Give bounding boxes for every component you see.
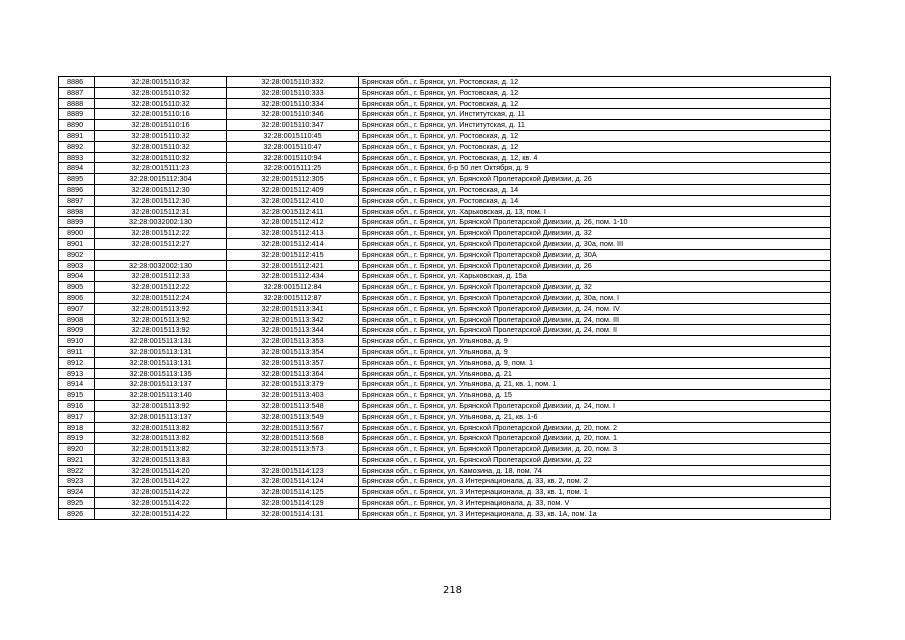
parent-cadastral-cell: 32:28:0015113:82 [95, 422, 227, 433]
cadastral-number-cell: 32:28:0015113:549 [227, 411, 359, 422]
row-number-cell: 8891 [59, 130, 95, 141]
table-row [59, 476, 831, 487]
table-row [59, 195, 831, 206]
address-cell: Брянская обл., г. Брянск, ул. Ростовская, д. 12 [359, 141, 831, 152]
table-row [59, 454, 831, 465]
table-row [59, 336, 831, 347]
parent-cadastral-cell: 32:28:0015113:135 [95, 368, 227, 379]
address-cell: Брянская обл., г. Брянск, ул. Брянской Пролетарской Дивизии, д. 20, пом. 1 [359, 433, 831, 444]
parent-cadastral-cell: 32:28:0015112:30 [95, 184, 227, 195]
table-row [59, 141, 831, 152]
table-row [59, 346, 831, 357]
table-row [59, 433, 831, 444]
address-cell: Брянская обл., г. Брянск, ул. Ростовская, д. 14 [359, 195, 831, 206]
cadastral-number-cell: 32:28:0015110:94 [227, 152, 359, 163]
row-number-cell: 8912 [59, 357, 95, 368]
cadastral-number-cell: 32:28:0015110:347 [227, 120, 359, 131]
table-row [59, 130, 831, 141]
cadastral-number-cell: 32:28:0015114:129 [227, 498, 359, 509]
table-row [59, 238, 831, 249]
parent-cadastral-cell: 32:28:0015110:32 [95, 87, 227, 98]
cadastral-number-cell: 32:28:0015113:354 [227, 346, 359, 357]
address-cell: Брянская обл., г. Брянск, ул. Ростовская, д. 12 [359, 98, 831, 109]
address-cell: Брянская обл., г. Брянск, ул. Брянской Пролетарской Дивизии, д. 30а, пом. III [359, 238, 831, 249]
address-cell: Брянская обл., г. Брянск, ул. Харьковская, д. 15а [359, 271, 831, 282]
cadastral-number-cell: 32:28:0015113:573 [227, 444, 359, 455]
row-number-cell: 8896 [59, 184, 95, 195]
row-number-cell: 8916 [59, 400, 95, 411]
parent-cadastral-cell: 32:28:0015110:32 [95, 141, 227, 152]
row-number-cell: 8917 [59, 411, 95, 422]
cadastral-number-cell: 32:28:0015113:548 [227, 400, 359, 411]
parent-cadastral-cell: 32:28:0015113:92 [95, 400, 227, 411]
address-cell: Брянская обл., г. Брянск, ул. Ульянова, д. 21 [359, 368, 831, 379]
cadastral-number-cell: 32:28:0015112:84 [227, 282, 359, 293]
table-row [59, 87, 831, 98]
table-row [59, 184, 831, 195]
parent-cadastral-cell: 32:28:0015113:92 [95, 314, 227, 325]
parent-cadastral-cell: 32:28:0015114:22 [95, 476, 227, 487]
table-row [59, 206, 831, 217]
table-row [59, 357, 831, 368]
cadastral-number-cell: 32:28:0015113:379 [227, 379, 359, 390]
row-number-cell: 8926 [59, 508, 95, 519]
cadastral-number-cell: 32:28:0015111:25 [227, 163, 359, 174]
parent-cadastral-cell: 32:28:0015112:304 [95, 174, 227, 185]
parent-cadastral-cell: 32:28:0015113:82 [95, 444, 227, 455]
parent-cadastral-cell [95, 249, 227, 260]
row-number-cell: 8894 [59, 163, 95, 174]
row-number-cell: 8922 [59, 465, 95, 476]
row-number-cell: 8905 [59, 282, 95, 293]
address-cell: Брянская обл., г. Брянск, ул. Ульянова, д. 9, пом. 1 [359, 357, 831, 368]
cadastral-number-cell: 32:28:0015113:567 [227, 422, 359, 433]
cadastral-number-cell: 32:28:0015114:125 [227, 487, 359, 498]
parent-cadastral-cell: 32:28:0015110:32 [95, 152, 227, 163]
row-number-cell: 8908 [59, 314, 95, 325]
row-number-cell: 8887 [59, 87, 95, 98]
parent-cadastral-cell: 32:28:0015114:22 [95, 498, 227, 509]
address-cell: Брянская обл., г. Брянск, ул. Ростовская, д. 12 [359, 77, 831, 88]
address-cell: Брянская обл., г. Брянск, ул. Брянской Пролетарской Дивизии, д. 30А [359, 249, 831, 260]
table-row [59, 400, 831, 411]
page-number: 218 [442, 585, 463, 596]
cadastral-number-cell: 32:28:0015110:346 [227, 109, 359, 120]
row-number-cell: 8902 [59, 249, 95, 260]
address-cell: Брянская обл., г. Брянск, ул. Ростовская, д. 14 [359, 184, 831, 195]
address-cell: Брянская обл., г. Брянск, ул. Ульянова, д. 9 [359, 346, 831, 357]
row-number-cell: 8890 [59, 120, 95, 131]
row-number-cell: 8898 [59, 206, 95, 217]
table-row [59, 508, 831, 519]
row-number-cell: 8906 [59, 292, 95, 303]
address-cell: Брянская обл., г. Брянск, ул. Брянской Пролетарской Дивизии, д. 30а, пом. I [359, 292, 831, 303]
address-cell: Брянская обл., г. Брянск, ул. Ростовская, д. 12 [359, 130, 831, 141]
registry-table-body [59, 77, 831, 520]
table-row [59, 498, 831, 509]
address-cell: Брянская обл., г. Брянск, ул. Институтская, д. 11 [359, 120, 831, 131]
address-cell: Брянская обл., г. Брянск, ул. Брянской Пролетарской Дивизии, д. 26 [359, 260, 831, 271]
row-number-cell: 8910 [59, 336, 95, 347]
parent-cadastral-cell: 32:28:0015112:31 [95, 206, 227, 217]
row-number-cell: 8924 [59, 487, 95, 498]
address-cell: Брянская обл., г. Брянск, ул. Брянской Пролетарской Дивизии, д. 20, пом. 2 [359, 422, 831, 433]
parent-cadastral-cell: 32:28:0032002:130 [95, 217, 227, 228]
parent-cadastral-cell: 32:28:0015113:83 [95, 454, 227, 465]
cadastral-number-cell: 32:28:0015112:414 [227, 238, 359, 249]
cadastral-number-cell: 32:28:0015112:305 [227, 174, 359, 185]
address-cell: Брянская обл., г. Брянск, ул. Брянской Пролетарской Дивизии, д. 24, пом. II [359, 325, 831, 336]
table-row [59, 303, 831, 314]
parent-cadastral-cell: 32:28:0015112:33 [95, 271, 227, 282]
row-number-cell: 8911 [59, 346, 95, 357]
row-number-cell: 8899 [59, 217, 95, 228]
parent-cadastral-cell: 32:28:0015112:22 [95, 228, 227, 239]
address-cell: Брянская обл., г. Брянск, ул. Ростовская, д. 12 [359, 87, 831, 98]
table-row [59, 390, 831, 401]
cadastral-number-cell: 32:28:0015113:344 [227, 325, 359, 336]
address-cell: Брянская обл., г. Брянск, ул. Ульянова, д. 15 [359, 390, 831, 401]
parent-cadastral-cell: 32:28:0015112:24 [95, 292, 227, 303]
table-row [59, 98, 831, 109]
row-number-cell: 8907 [59, 303, 95, 314]
parent-cadastral-cell: 32:28:0015112:22 [95, 282, 227, 293]
row-number-cell: 8925 [59, 498, 95, 509]
cadastral-number-cell: 32:28:0015112:411 [227, 206, 359, 217]
table-row [59, 174, 831, 185]
row-number-cell: 8900 [59, 228, 95, 239]
table-row [59, 271, 831, 282]
cadastral-number-cell: 32:28:0015113:357 [227, 357, 359, 368]
address-cell: Брянская обл., г. Брянск, ул. Ульянова, д. 9 [359, 336, 831, 347]
table-row [59, 249, 831, 260]
table-row [59, 152, 831, 163]
cadastral-number-cell: 32:28:0015113:403 [227, 390, 359, 401]
row-number-cell: 8919 [59, 433, 95, 444]
address-cell: Брянская обл., г. Брянск, ул. Ростовская, д. 12, кв. 4 [359, 152, 831, 163]
table-row [59, 217, 831, 228]
table-row [59, 120, 831, 131]
address-cell: Брянская обл., г. Брянск, ул. Брянской Пролетарской Дивизии, д. 26 [359, 174, 831, 185]
parent-cadastral-cell: 32:28:0015112:27 [95, 238, 227, 249]
address-cell: Брянская обл., г. Брянск, ул. Ульянова, д. 21, кв. 1-6 [359, 411, 831, 422]
cadastral-number-cell: 32:28:0015110:333 [227, 87, 359, 98]
row-number-cell: 8886 [59, 77, 95, 88]
address-cell: Брянская обл., г. Брянск, ул. Брянской Пролетарской Дивизии, д. 24, пом. IV [359, 303, 831, 314]
cadastral-number-cell: 32:28:0015112:413 [227, 228, 359, 239]
table-row [59, 228, 831, 239]
cadastral-number-cell: 32:28:0015112:421 [227, 260, 359, 271]
table-row [59, 444, 831, 455]
registry-table [58, 76, 831, 520]
address-cell: Брянская обл., г. Брянск, ул. Брянской Пролетарской Дивизии, д. 22 [359, 454, 831, 465]
table-row [59, 368, 831, 379]
row-number-cell: 8918 [59, 422, 95, 433]
address-cell: Брянская обл., г. Брянск, ул. Брянской Пролетарской Дивизии, д. 24, пом. I [359, 400, 831, 411]
cadastral-number-cell: 32:28:0015112:409 [227, 184, 359, 195]
cadastral-number-cell: 32:28:0015114:131 [227, 508, 359, 519]
parent-cadastral-cell: 32:28:0015114:22 [95, 487, 227, 498]
table-row [59, 422, 831, 433]
address-cell: Брянская обл., г. Брянск, ул. 3 Интернационала, д. 33, кв. 1А, пом. 1а [359, 508, 831, 519]
cadastral-number-cell: 32:28:0015114:124 [227, 476, 359, 487]
row-number-cell: 8892 [59, 141, 95, 152]
address-cell: Брянская обл., г. Брянск, ул. Институтская, д. 11 [359, 109, 831, 120]
cadastral-number-cell: 32:28:0015113:364 [227, 368, 359, 379]
parent-cadastral-cell: 32:28:0015114:20 [95, 465, 227, 476]
cadastral-number-cell: 32:28:0015112:434 [227, 271, 359, 282]
table-row [59, 163, 831, 174]
parent-cadastral-cell: 32:28:0015114:22 [95, 508, 227, 519]
table-row [59, 109, 831, 120]
parent-cadastral-cell: 32:28:0015113:92 [95, 325, 227, 336]
address-cell: Брянская обл., г. Брянск, ул. Брянской Пролетарской Дивизии, д. 32 [359, 228, 831, 239]
table-row [59, 282, 831, 293]
parent-cadastral-cell: 32:28:0015113:140 [95, 390, 227, 401]
parent-cadastral-cell: 32:28:0015110:16 [95, 109, 227, 120]
row-number-cell: 8904 [59, 271, 95, 282]
row-number-cell: 8897 [59, 195, 95, 206]
address-cell: Брянская обл., г. Брянск, ул. 3 Интернационала, д. 33, пом. V [359, 498, 831, 509]
address-cell: Брянская обл., г. Брянск, ул. Харьковская, д. 13, пом. I [359, 206, 831, 217]
cadastral-number-cell: 32:28:0015110:332 [227, 77, 359, 88]
table-row [59, 411, 831, 422]
address-cell: Брянская обл., г. Брянск, ул. 3 Интернационала, д. 33, кв. 2, пом. 2 [359, 476, 831, 487]
row-number-cell: 8889 [59, 109, 95, 120]
row-number-cell: 8895 [59, 174, 95, 185]
cadastral-number-cell: 32:28:0015110:45 [227, 130, 359, 141]
parent-cadastral-cell: 32:28:0015110:16 [95, 120, 227, 131]
row-number-cell: 8888 [59, 98, 95, 109]
row-number-cell: 8920 [59, 444, 95, 455]
address-cell: Брянская обл., г. Брянск, б-р 50 лет Октября, д. 9 [359, 163, 831, 174]
cadastral-number-cell: 32:28:0015112:87 [227, 292, 359, 303]
parent-cadastral-cell: 32:28:0015113:92 [95, 303, 227, 314]
cadastral-number-cell: 32:28:0015113:568 [227, 433, 359, 444]
address-cell: Брянская обл., г. Брянск, ул. Брянской Пролетарской Дивизии, д. 26, пом. 1-10 [359, 217, 831, 228]
row-number-cell: 8909 [59, 325, 95, 336]
parent-cadastral-cell: 32:28:0015113:137 [95, 411, 227, 422]
parent-cadastral-cell: 32:28:0015110:32 [95, 130, 227, 141]
parent-cadastral-cell: 32:28:0015110:32 [95, 77, 227, 88]
parent-cadastral-cell: 32:28:0015113:82 [95, 433, 227, 444]
table-row [59, 77, 831, 88]
cadastral-number-cell: 32:28:0015112:410 [227, 195, 359, 206]
table-row [59, 379, 831, 390]
address-cell: Брянская обл., г. Брянск, ул. Камозина, д. 18, пом. 74 [359, 465, 831, 476]
address-cell: Брянская обл., г. Брянск, ул. 3 Интернационала, д. 33, кв. 1, пом. 1 [359, 487, 831, 498]
cadastral-number-cell: 32:28:0015110:334 [227, 98, 359, 109]
cadastral-number-cell: 32:28:0015114:123 [227, 465, 359, 476]
table-row [59, 487, 831, 498]
parent-cadastral-cell: 32:28:0015110:32 [95, 98, 227, 109]
cadastral-number-cell: 32:28:0015112:412 [227, 217, 359, 228]
address-cell: Брянская обл., г. Брянск, ул. Брянской Пролетарской Дивизии, д. 20, пом. 3 [359, 444, 831, 455]
address-cell: Брянская обл., г. Брянск, ул. Брянской Пролетарской Дивизии, д. 32 [359, 282, 831, 293]
parent-cadastral-cell: 32:28:0015113:131 [95, 336, 227, 347]
cadastral-number-cell: 32:28:0015113:342 [227, 314, 359, 325]
parent-cadastral-cell: 32:28:0015113:131 [95, 357, 227, 368]
row-number-cell: 8893 [59, 152, 95, 163]
cadastral-number-cell [227, 454, 359, 465]
row-number-cell: 8923 [59, 476, 95, 487]
parent-cadastral-cell: 32:28:0015111:23 [95, 163, 227, 174]
cadastral-number-cell: 32:28:0015113:353 [227, 336, 359, 347]
parent-cadastral-cell: 32:28:0015112:30 [95, 195, 227, 206]
table-row [59, 314, 831, 325]
cadastral-number-cell: 32:28:0015113:341 [227, 303, 359, 314]
parent-cadastral-cell: 32:28:0032002:130 [95, 260, 227, 271]
table-row [59, 465, 831, 476]
table-row [59, 292, 831, 303]
cadastral-number-cell: 32:28:0015112:415 [227, 249, 359, 260]
parent-cadastral-cell: 32:28:0015113:131 [95, 346, 227, 357]
row-number-cell: 8901 [59, 238, 95, 249]
parent-cadastral-cell: 32:28:0015113:137 [95, 379, 227, 390]
table-row [59, 260, 831, 271]
address-cell: Брянская обл., г. Брянск, ул. Ульянова, д. 21, кв. 1, пом. 1 [359, 379, 831, 390]
row-number-cell: 8914 [59, 379, 95, 390]
address-cell: Брянская обл., г. Брянск, ул. Брянской Пролетарской Дивизии, д. 24, пом. III [359, 314, 831, 325]
table-row [59, 325, 831, 336]
row-number-cell: 8921 [59, 454, 95, 465]
row-number-cell: 8903 [59, 260, 95, 271]
cadastral-number-cell: 32:28:0015110:47 [227, 141, 359, 152]
row-number-cell: 8915 [59, 390, 95, 401]
row-number-cell: 8913 [59, 368, 95, 379]
